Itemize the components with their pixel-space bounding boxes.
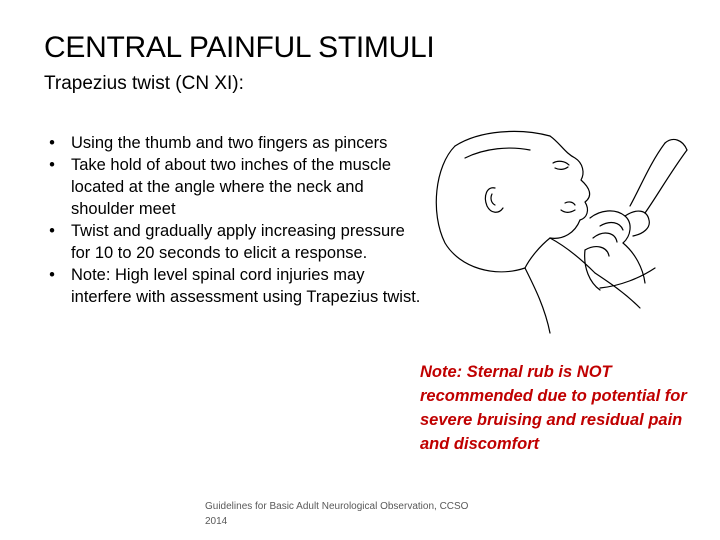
bullet-text: Take hold of about two inches of the muscle located at the angle where the neck and shoulder meet	[71, 156, 392, 218]
bullet-item	[42, 264, 422, 308]
bullet-dot: •	[49, 156, 55, 174]
bullet-item	[42, 132, 422, 154]
source-citation: Guidelines for Basic Adult Neurological Observation, CCSO 2014	[205, 501, 469, 527]
slide-subtitle: Trapezius twist (CN XI):	[44, 73, 244, 94]
trapezius-twist-illustration	[425, 118, 710, 353]
sternal-rub-note: Note: Sternal rub is NOT recommended due to potential for severe bruising and residual pain and discomfort	[420, 363, 687, 453]
bullet-text: Twist and gradually apply increasing pressure for 10 to 20 seconds to elicit a response.	[71, 222, 405, 262]
bullet-dot: •	[49, 266, 55, 284]
bullet-list	[42, 132, 422, 308]
bullet-item	[42, 220, 422, 264]
slide-title: CENTRAL PAINFUL STIMULI	[44, 31, 435, 64]
bullet-text: Using the thumb and two fingers as pincers	[71, 134, 388, 152]
bullet-dot: •	[49, 134, 55, 152]
bullet-text: Note: High level spinal cord injuries may interfere with assessment using Trapezius twist.	[71, 266, 421, 306]
bullet-item	[42, 154, 422, 220]
bullet-dot: •	[49, 222, 55, 240]
